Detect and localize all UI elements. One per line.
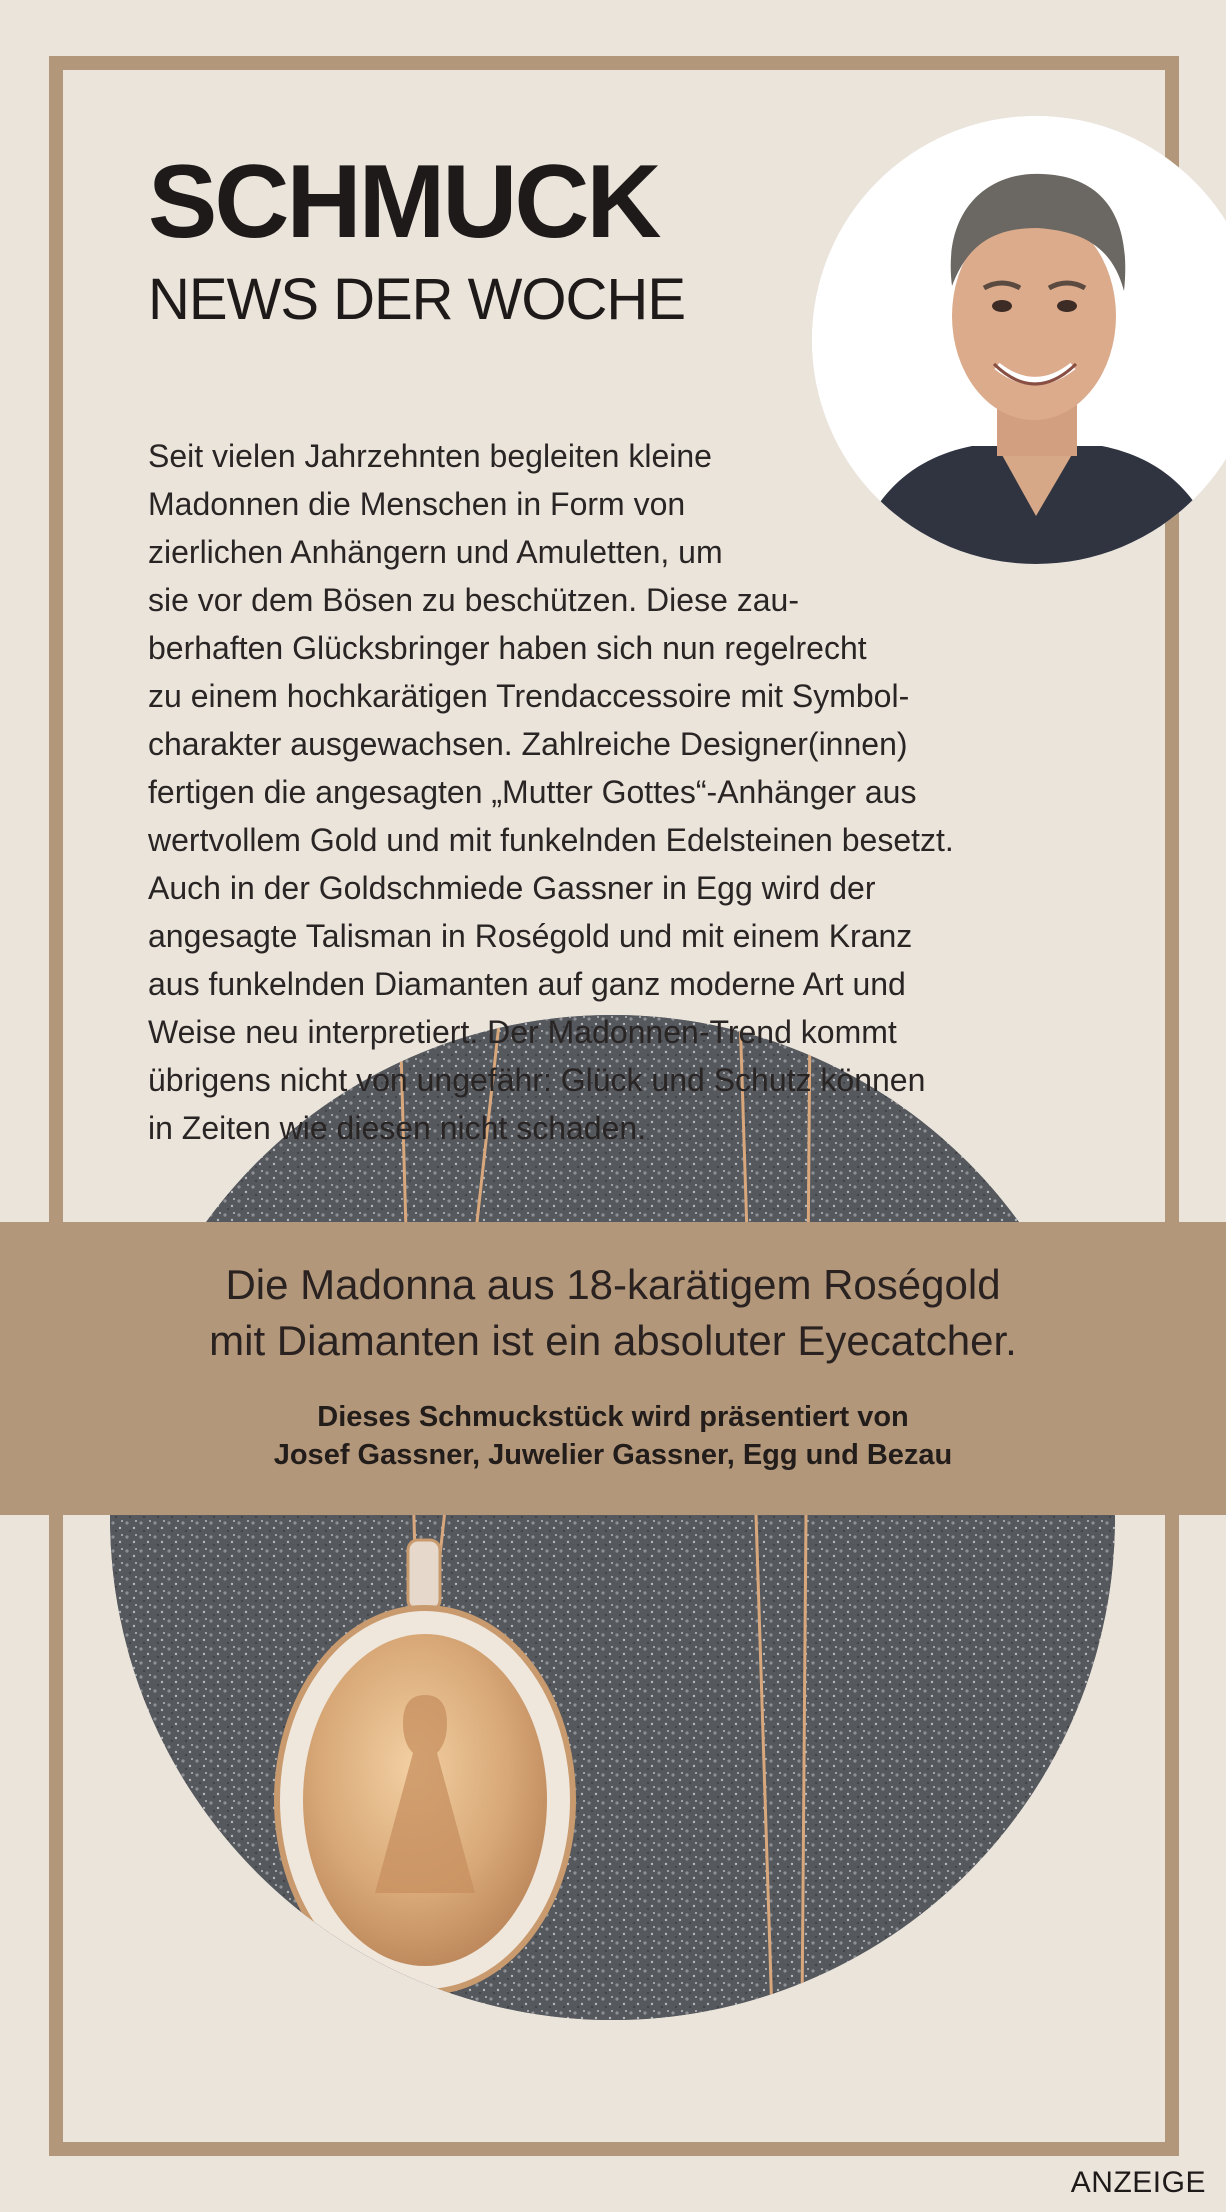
caption-line: Die Madonna aus 18-karätigem Roségold — [225, 1261, 1001, 1308]
article-body — [148, 432, 1068, 1152]
page-title: SCHMUCK — [148, 144, 659, 260]
article-line: Madonnen die Menschen in Form von — [148, 486, 686, 522]
article-line: zu einem hochkarätigen Trendaccessoire mit Symbol- — [148, 678, 910, 714]
presenter-line: Dieses Schmuckstück wird präsentiert von — [317, 1401, 909, 1433]
presenter-line: Josef Gassner, Juwelier Gassner, Egg und Bezau — [273, 1439, 953, 1471]
article-line: charakter ausgewachsen. Zahlreiche Designer(innen) — [148, 726, 908, 762]
article-line: zierlichen Anhängern und Amuletten, um — [148, 534, 723, 570]
article-line: übrigens nicht von ungefähr: Glück und Schutz können — [148, 1062, 926, 1098]
presenter-credit — [0, 1398, 1226, 1474]
caption-line: mit Diamanten ist ein absoluter Eyecatcher. — [209, 1317, 1017, 1364]
article-line: Auch in der Goldschmiede Gassner in Egg wird der — [148, 870, 876, 906]
advertisement-label: ANZEIGE — [1070, 2166, 1206, 2199]
article-line: wertvollem Gold und mit funkelnden Edelsteinen besetzt. — [148, 822, 954, 858]
article-line: Seit vielen Jahrzehnten begleiten kleine — [148, 438, 712, 474]
article-line: sie vor dem Bösen zu beschützen. Diese zau- — [148, 582, 799, 618]
article-line: in Zeiten wie diesen nicht schaden. — [148, 1110, 647, 1146]
photo-caption — [0, 1257, 1226, 1369]
article-line: aus funkelnden Diamanten auf ganz moderne Art und — [148, 966, 906, 1002]
article-line: angesagte Talisman in Roségold und mit einem Kranz — [148, 918, 913, 954]
article-line: Weise neu interpretiert. Der Madonnen-Trend kommt — [148, 1014, 897, 1050]
page-subtitle: NEWS DER WOCHE — [148, 267, 685, 332]
article-line: fertigen die angesagten „Mutter Gottes“-Anhänger aus — [148, 774, 917, 810]
article-line: berhaften Glücksbringer haben sich nun regelrecht — [148, 630, 867, 666]
